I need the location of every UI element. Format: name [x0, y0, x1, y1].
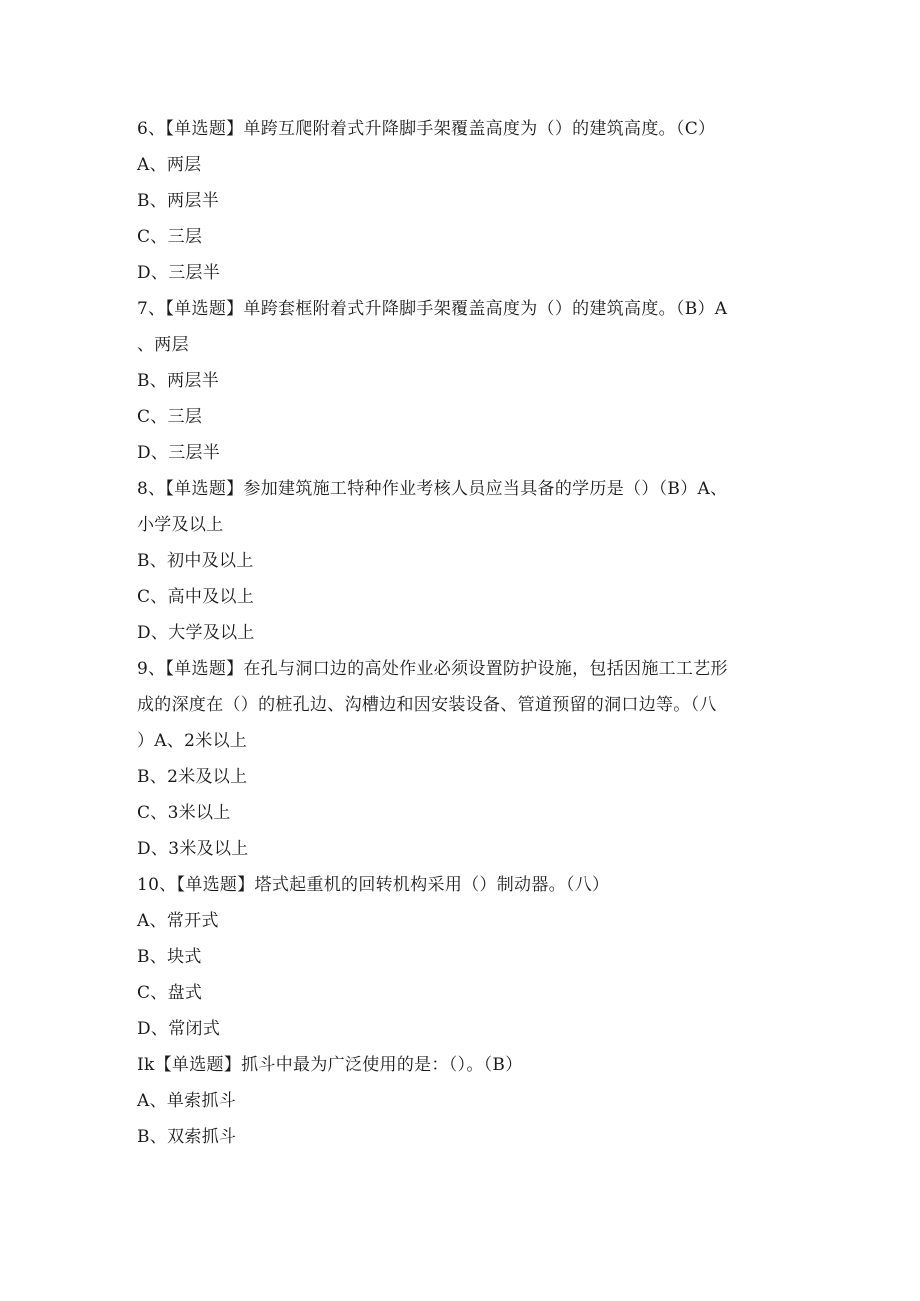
question-9-option-c: C、3米以上: [137, 803, 231, 823]
question-6-option-a: A、两层: [137, 155, 202, 175]
question-6-option-b: B、两层半: [137, 191, 219, 211]
question-7-option-d: D、三层半: [137, 443, 221, 463]
question-11-option-b: B、双索抓斗: [137, 1127, 237, 1147]
question-8-stem: 8、【单选题】参加建筑施工特种作业考核人员应当具备的学历是（）（B）A、: [137, 479, 728, 499]
question-list: [137, 111, 797, 1155]
question-8-option-d: D、大学及以上: [137, 623, 255, 643]
question-6-stem: 6、【单选题】单跨互爬附着式升降脚手架覆盖高度为（）的建筑高度。（C）: [137, 119, 716, 139]
question-8-option-c: C、高中及以上: [137, 587, 255, 607]
question-9-option-a: ）A、2米以上: [137, 731, 248, 751]
question-6-option-c: C、三层: [137, 227, 203, 247]
question-10-option-c: C、盘式: [137, 983, 203, 1003]
question-10-option-d: D、常闭式: [137, 1019, 221, 1039]
question-7-option-c: C、三层: [137, 407, 203, 427]
question-7-option-a: 、两层: [137, 335, 189, 355]
question-7-stem: 7、【单选题】单跨套框附着式升降脚手架覆盖高度为（）的建筑高度。（B）A: [137, 299, 728, 319]
question-10-option-a: A、常开式: [137, 911, 219, 931]
question-6-option-d: D、三层半: [137, 263, 221, 283]
question-9-stem-line-1: 9、【单选题】在孔与洞口边的高处作业必须设置防护设施，包括因施工工艺形: [137, 659, 728, 679]
question-10-stem: 10、【单选题】塔式起重机的回转机构采用（）制动器。（八）: [137, 875, 610, 895]
question-8-option-a: 小学及以上: [137, 515, 224, 535]
question-10-option-b: B、块式: [137, 947, 202, 967]
question-11-option-a: A、单索抓斗: [137, 1091, 237, 1111]
question-9-stem-line-2: 成的深度在（）的桩孔边、沟槽边和因安装设备、管道预留的洞口边等。（八: [137, 695, 717, 715]
question-7-option-b: B、两层半: [137, 371, 219, 391]
question-8-option-b: B、初中及以上: [137, 551, 254, 571]
question-9-option-b: B、2米及以上: [137, 767, 248, 787]
question-9-option-d: D、3米及以上: [137, 839, 249, 859]
question-11-stem: Ik【单选题】抓斗中最为广泛使用的是：（）。（B）: [137, 1055, 523, 1075]
